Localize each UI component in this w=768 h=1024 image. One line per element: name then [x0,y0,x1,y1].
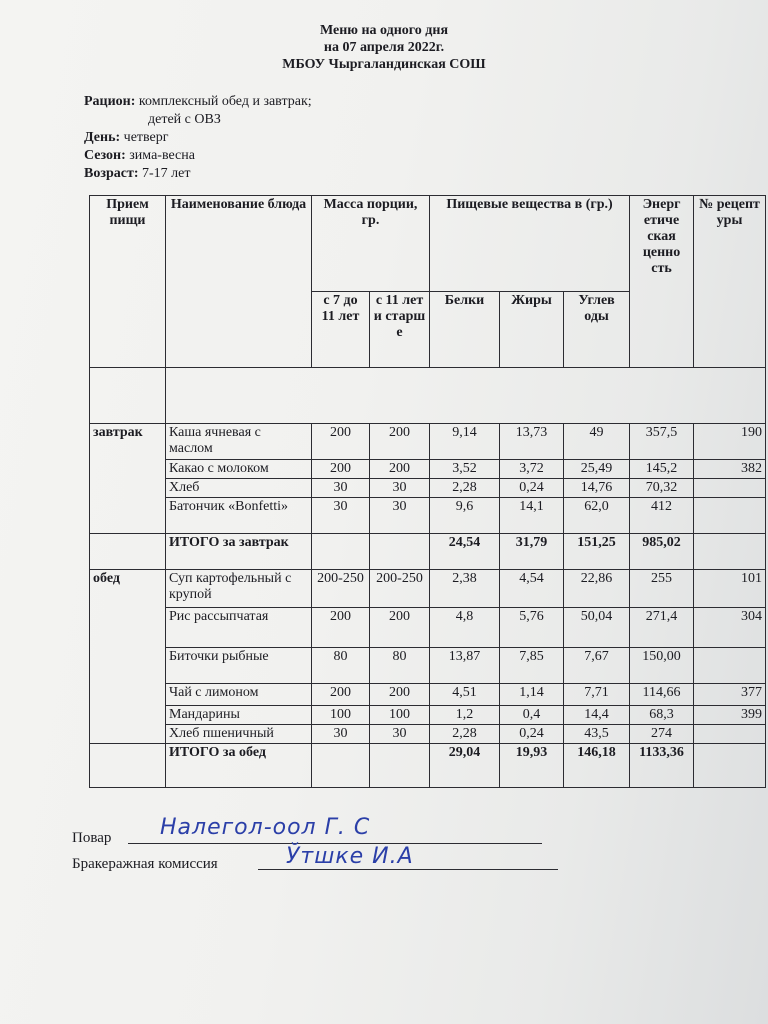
carbs-value: 7,67 [564,648,630,684]
table-row [90,706,766,725]
protein-value: 2,28 [430,725,500,744]
total-row [90,744,766,788]
empty-cell [312,744,370,788]
table-row [90,684,766,706]
mass-7-11: 30 [312,725,370,744]
fat-value: 0,4 [500,706,564,725]
total-fat: 19,93 [500,744,564,788]
protein-value: 2,28 [430,479,500,498]
recipe-number: 377 [694,684,766,706]
empty-cell [166,368,766,424]
carbs-value: 62,0 [564,498,630,534]
mass-7-11: 100 [312,706,370,725]
protein-value: 3,52 [430,460,500,479]
dish-name: Батончик «Bonfetti» [166,498,312,534]
mass-11-plus: 100 [370,706,430,725]
carbs-value: 14,76 [564,479,630,498]
total-row [90,534,766,570]
col-header-mass-7-11: с 7 до 11 лет [312,292,370,368]
season-value: зима-весна [129,148,195,163]
recipe-number: 101 [694,570,766,608]
table-row [90,725,766,744]
mass-7-11: 200 [312,424,370,460]
recipe-number: 382 [694,460,766,479]
fat-value: 4,54 [500,570,564,608]
day-label: День: [84,130,121,145]
energy-value: 412 [630,498,694,534]
mass-11-plus: 30 [370,479,430,498]
carbs-value: 14,4 [564,706,630,725]
season-label: Сезон: [84,148,126,163]
total-energy: 985,02 [630,534,694,570]
dish-name: Хлеб [166,479,312,498]
fat-value: 3,72 [500,460,564,479]
empty-row [90,368,766,424]
carbs-value: 22,86 [564,570,630,608]
meal-type-cell: завтрак [90,424,166,534]
recipe-number [694,725,766,744]
dish-name: Каша ячневая с маслом [166,424,312,460]
total-carbs: 151,25 [564,534,630,570]
recipe-number: 190 [694,424,766,460]
protein-value: 13,87 [430,648,500,684]
col-header-energy: Энерг етиче ская ценно сть [630,196,694,368]
fat-value: 0,24 [500,725,564,744]
col-header-mass-11-plus: с 11 лет и старш е [370,292,430,368]
dish-name: Рис рассыпчатая [166,608,312,648]
energy-value: 255 [630,570,694,608]
empty-cell [90,744,166,788]
mass-7-11: 80 [312,648,370,684]
table-header-row [90,196,766,292]
col-header-carbs: Углев оды [564,292,630,368]
dish-name: Мандарины [166,706,312,725]
mass-11-plus: 200 [370,684,430,706]
table-row [90,479,766,498]
fat-value: 0,24 [500,479,564,498]
mass-11-plus: 30 [370,725,430,744]
cook-label: Повар [72,830,112,846]
fat-value: 14,1 [500,498,564,534]
dish-name: Биточки рыбные [166,648,312,684]
empty-cell [90,534,166,570]
table-row [90,498,766,534]
col-header-mass: Масса порции, гр. [312,196,430,292]
carbs-value: 49 [564,424,630,460]
meal-type-cell: обед [90,570,166,744]
mass-7-11: 200 [312,684,370,706]
mass-11-plus: 200 [370,460,430,479]
protein-value: 9,14 [430,424,500,460]
total-label: ИТОГО за завтрак [166,534,312,570]
age-value: 7-17 лет [142,166,191,181]
carbs-value: 50,04 [564,608,630,648]
ration-value: комплексный обед и завтрак; [138,94,312,109]
empty-cell [90,368,166,424]
fat-value: 7,85 [500,648,564,684]
day-value: четверг [123,130,169,145]
mass-11-plus: 200 [370,424,430,460]
energy-value: 274 [630,725,694,744]
recipe-number: 304 [694,608,766,648]
energy-value: 68,3 [630,706,694,725]
carbs-value: 7,71 [564,684,630,706]
total-protein: 24,54 [430,534,500,570]
col-header-fat: Жиры [500,292,564,368]
empty-cell [370,534,430,570]
col-header-recipe: № рецепт уры [694,196,766,368]
energy-value: 114,66 [630,684,694,706]
age-label: Возраст: [84,166,139,181]
ration-value-2: детей с ОВЗ [148,112,221,127]
table-row [90,424,766,460]
empty-cell [694,744,766,788]
total-energy: 1133,36 [630,744,694,788]
fat-value: 13,73 [500,424,564,460]
mass-11-plus: 30 [370,498,430,534]
energy-value: 70,32 [630,479,694,498]
header-school: МБОУ Чыргаландинская СОШ [282,57,486,72]
recipe-number [694,479,766,498]
recipe-number [694,648,766,684]
commission-sign-line [258,869,558,870]
protein-value: 4,51 [430,684,500,706]
header-title: Меню на одного дня [319,23,449,38]
document-header [0,22,768,73]
recipe-number: 399 [694,706,766,725]
carbs-value: 25,49 [564,460,630,479]
col-header-meal: Прием пищи [90,196,166,368]
fat-value: 5,76 [500,608,564,648]
energy-value: 357,5 [630,424,694,460]
dish-name: Чай с лимоном [166,684,312,706]
mass-7-11: 30 [312,479,370,498]
commission-label: Бракеражная комиссия [72,856,218,872]
menu-meta [84,93,312,183]
commission-signature: Ўтшке И.А [286,844,414,869]
col-header-protein: Белки [430,292,500,368]
ration-label: Рацион: [84,94,136,109]
empty-cell [370,744,430,788]
protein-value: 9,6 [430,498,500,534]
mass-11-plus: 200 [370,608,430,648]
fat-value: 1,14 [500,684,564,706]
protein-value: 2,38 [430,570,500,608]
table-row [90,608,766,648]
dish-name: Какао с молоком [166,460,312,479]
mass-11-plus: 200-250 [370,570,430,608]
col-header-nutrients: Пищевые вещества в (гр.) [430,196,630,292]
table-row [90,648,766,684]
total-carbs: 146,18 [564,744,630,788]
mass-7-11: 200 [312,608,370,648]
total-label: ИТОГО за обед [166,744,312,788]
total-fat: 31,79 [500,534,564,570]
energy-value: 145,2 [630,460,694,479]
protein-value: 4,8 [430,608,500,648]
total-protein: 29,04 [430,744,500,788]
empty-cell [312,534,370,570]
col-header-name: Наименование блюда [166,196,312,368]
table-row [90,460,766,479]
cook-signature: Налегол-оол Г. С [160,815,371,840]
energy-value: 150,00 [630,648,694,684]
protein-value: 1,2 [430,706,500,725]
carbs-value: 43,5 [564,725,630,744]
energy-value: 271,4 [630,608,694,648]
mass-7-11: 200-250 [312,570,370,608]
dish-name: Суп картофельный с крупой [166,570,312,608]
recipe-number [694,498,766,534]
mass-7-11: 30 [312,498,370,534]
mass-7-11: 200 [312,460,370,479]
menu-table [89,195,766,788]
empty-cell [694,534,766,570]
dish-name: Хлеб пшеничный [166,725,312,744]
table-row [90,570,766,608]
mass-11-plus: 80 [370,648,430,684]
header-date: на 07 апреля 2022г. [323,40,445,55]
